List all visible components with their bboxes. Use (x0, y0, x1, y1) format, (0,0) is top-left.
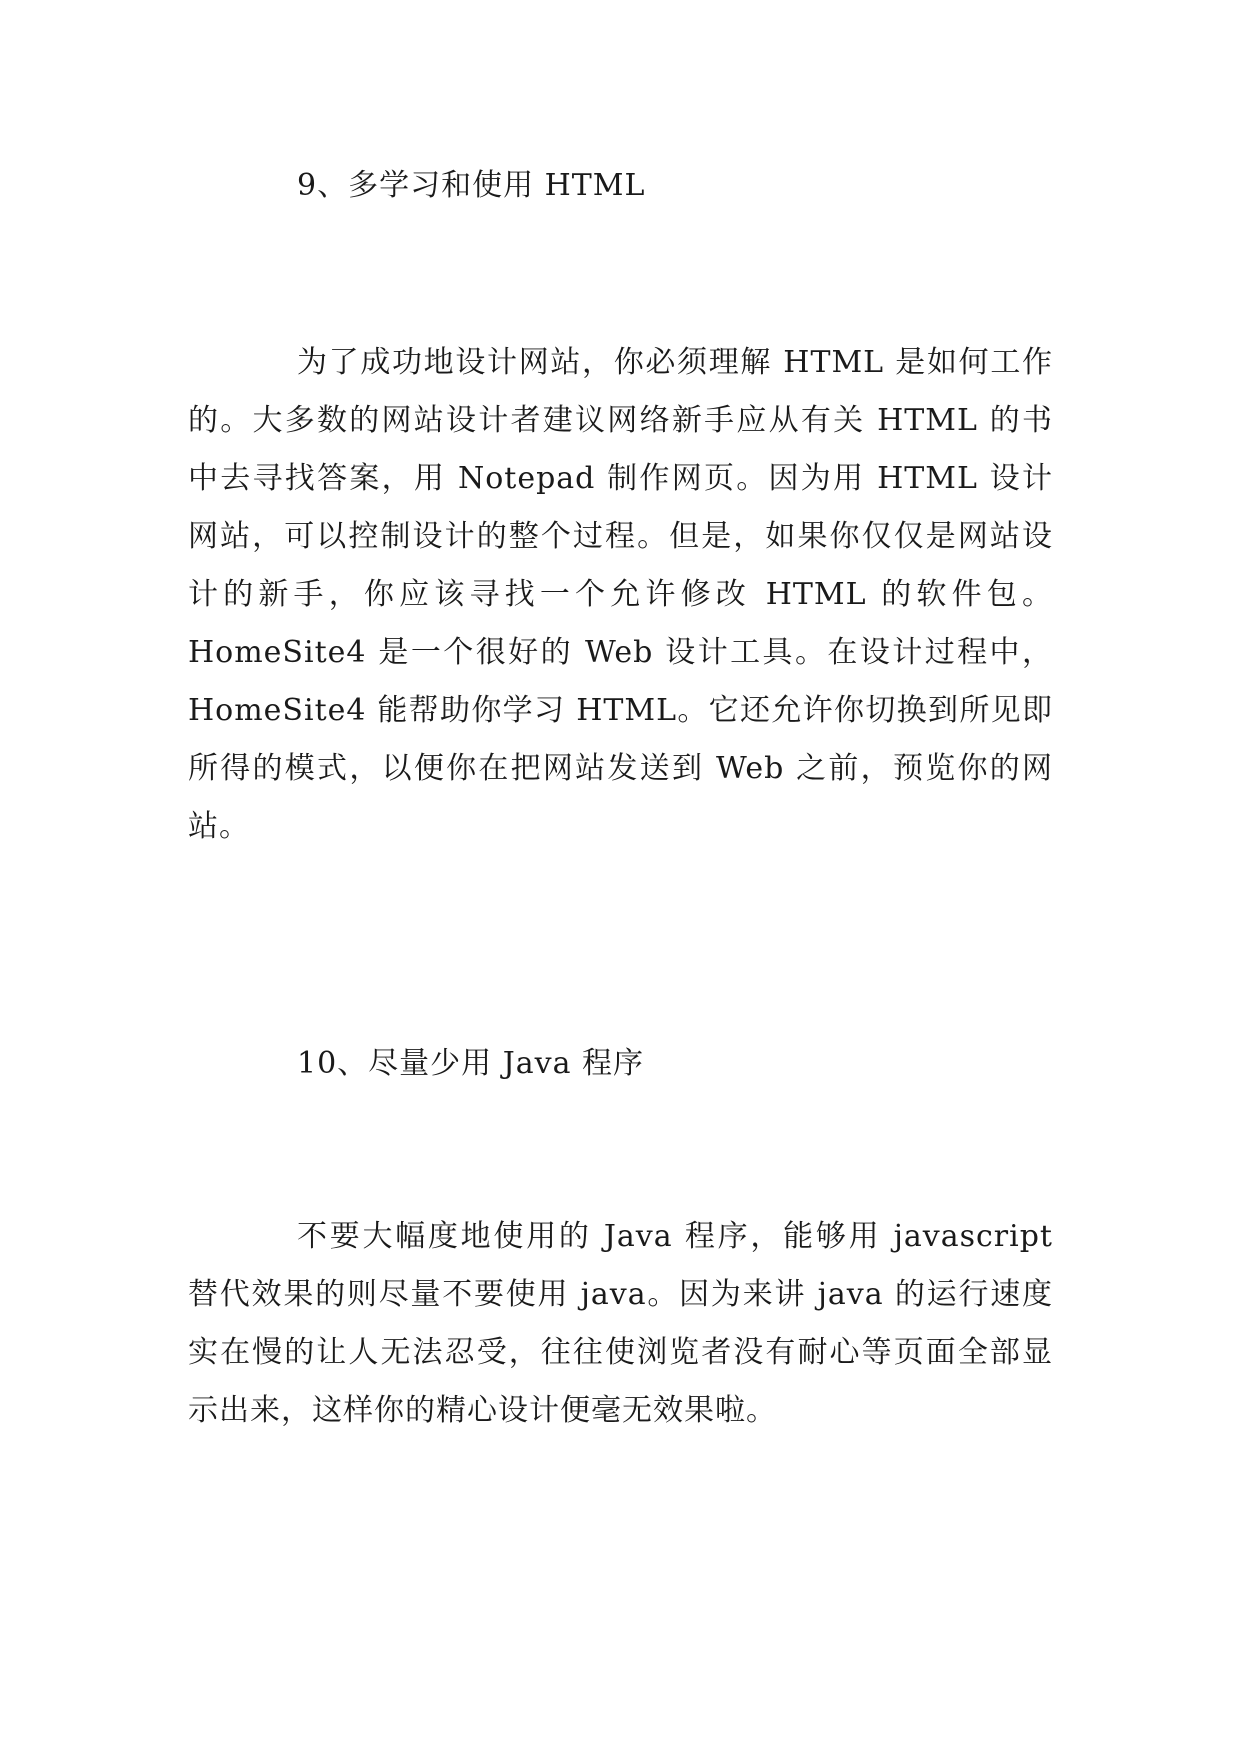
section-heading-9: 9、多学习和使用 HTML (297, 168, 646, 203)
section-heading-10: 10、尽量少用 Java 程序 (297, 1046, 644, 1081)
section-paragraph-9: 为了成功地设计网站，你必须理解 HTML 是如何工作的。大多数的网站设计者建议网络新手应从有关 HTML 的书中去寻找答案，用 Notepad 制作网页。因为用 HTML 设计网站，可以控制设计的整个过程。但是，如果你仅仅是网站设计的新手，你应该寻找一个允许修改 HTML 的软件包。HomeSite4 是一个很好的 Web 设计工具。在设计过程中，HomeSite4 能帮助你学习 HTML。它还允许你切换到所见即所得的模式，以便你在把网站发送到 Web 之前，预览你的网站。 (188, 345, 1053, 844)
section-paragraph-10: 不要大幅度地使用的 Java 程序，能够用 javascript 替代效果的则尽量不要使用 java。因为来讲 java 的运行速度实在慢的让人无法忍受，往往使浏览者没有耐心等页面全部显示出来，这样你的精心设计便毫无效果啦。 (188, 1219, 1053, 1428)
